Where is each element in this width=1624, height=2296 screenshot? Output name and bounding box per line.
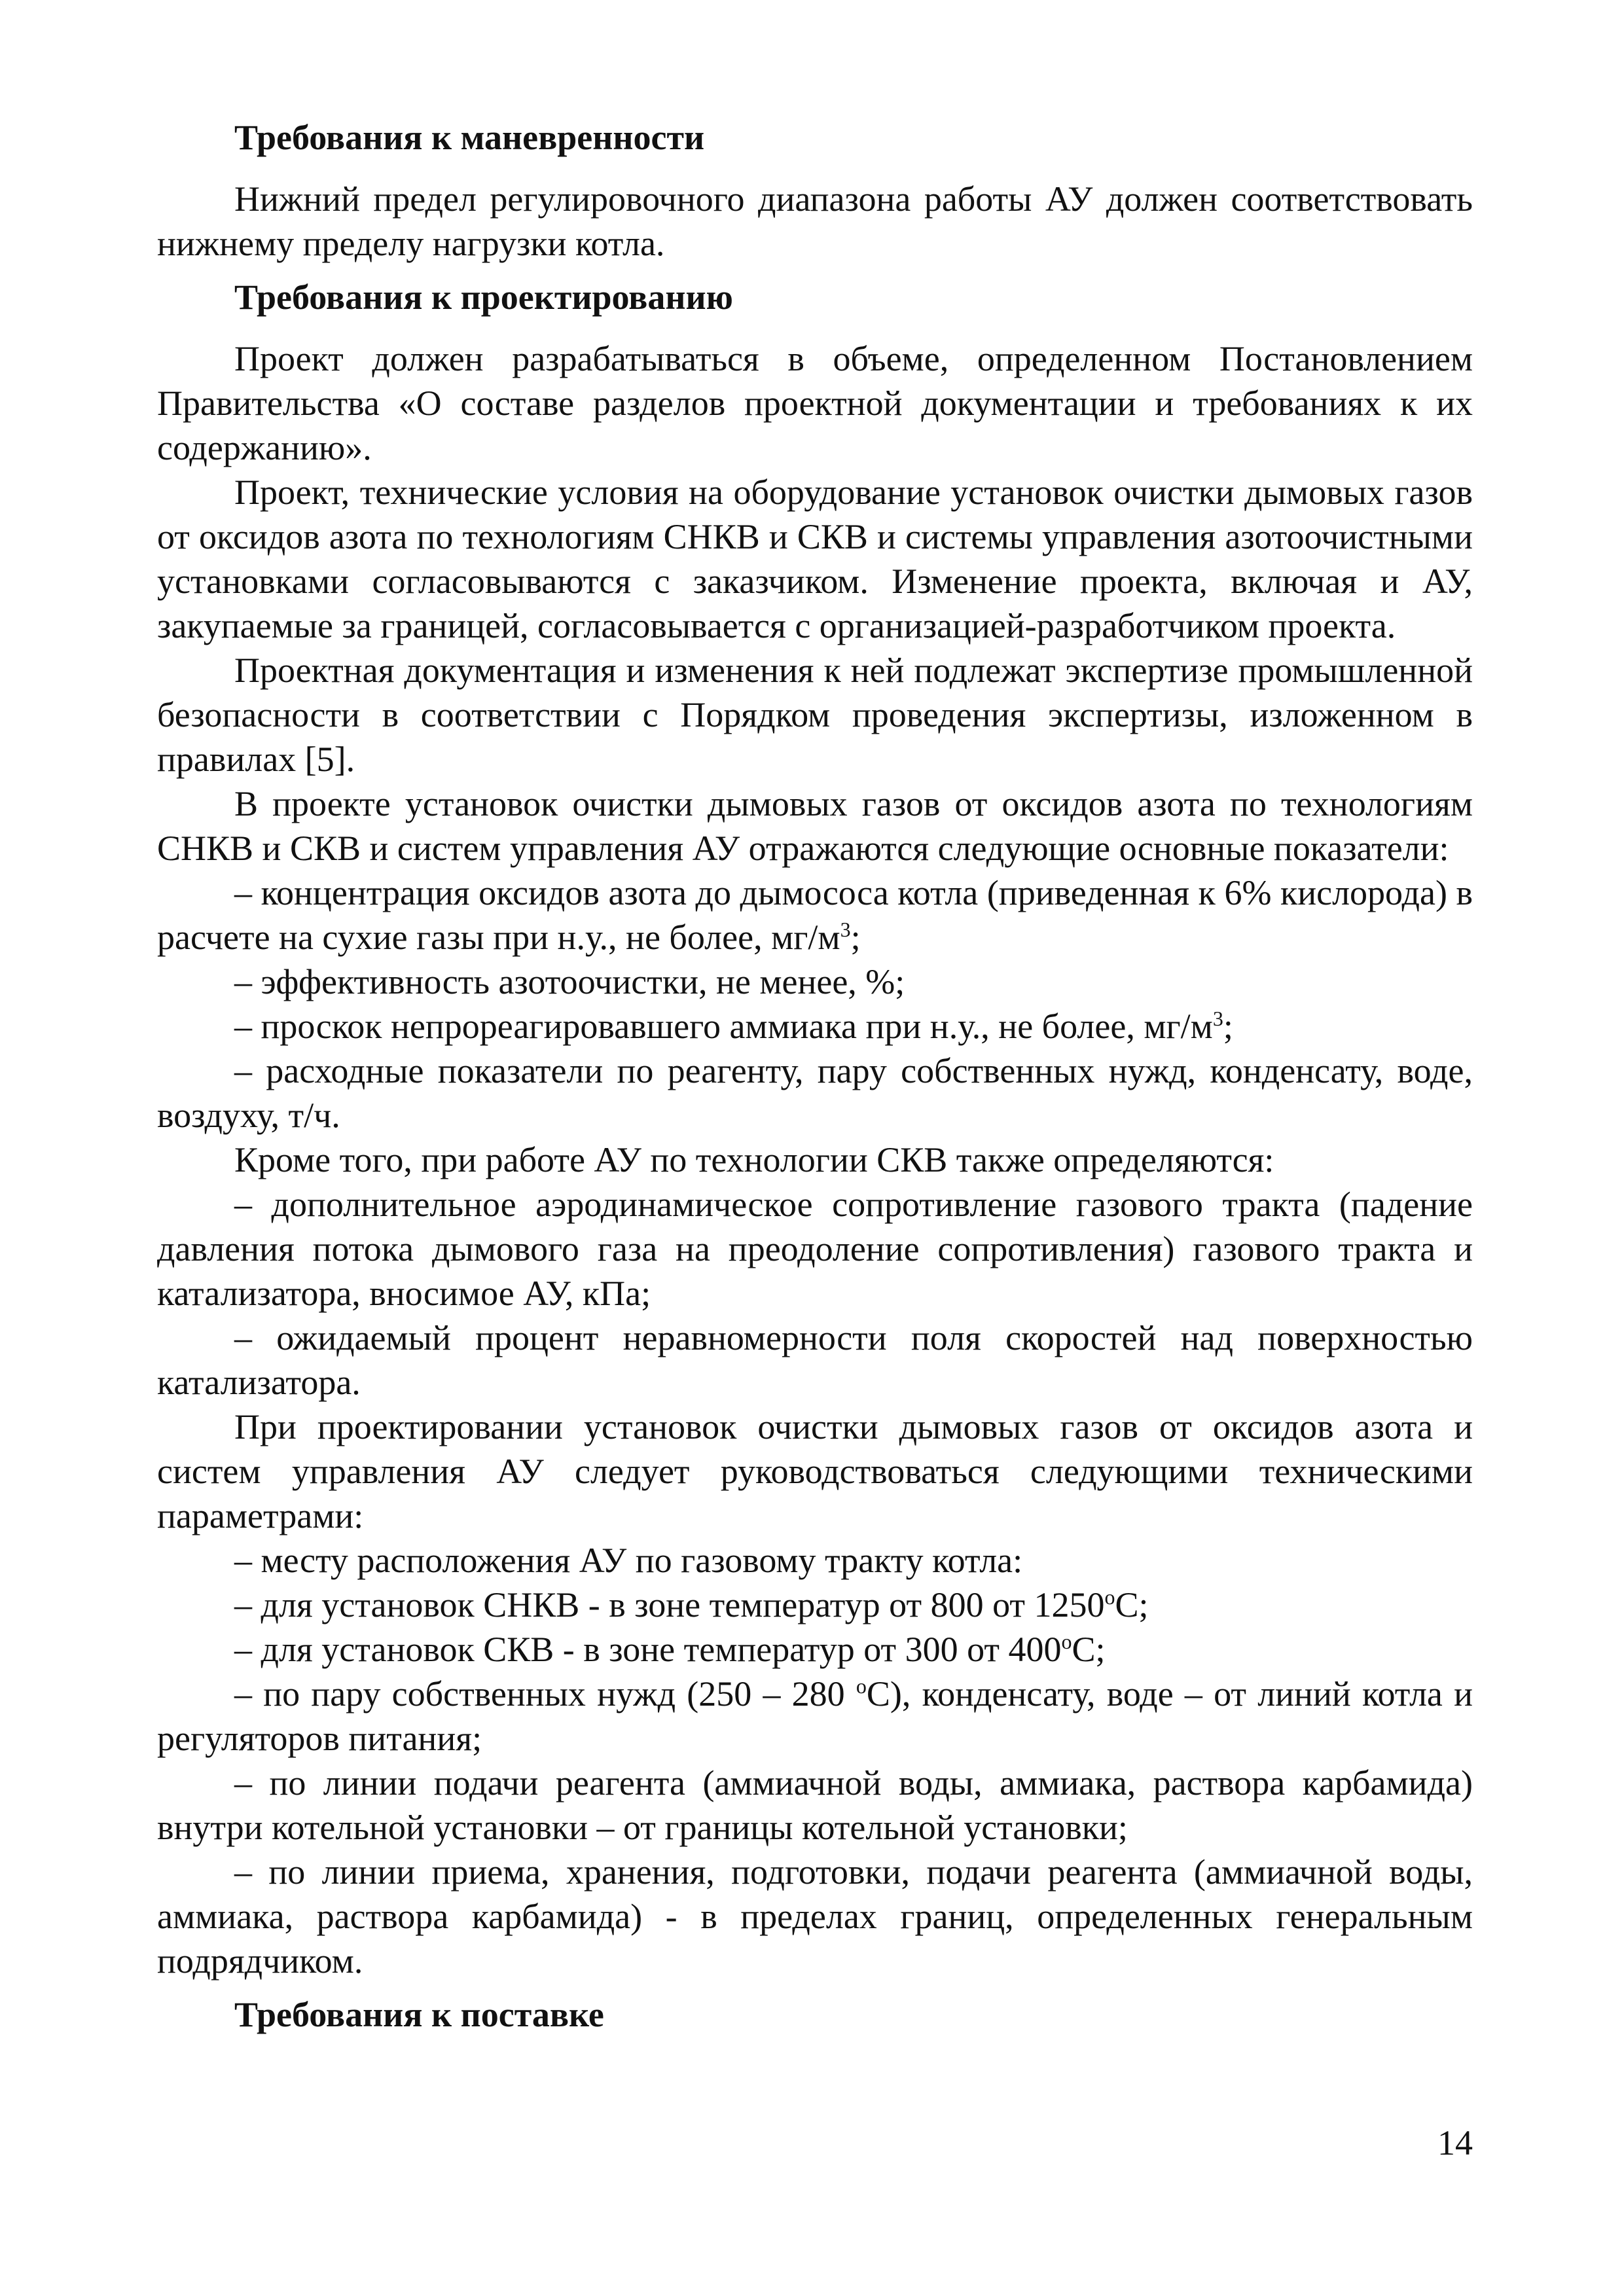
list-item-text: – проскок непрореагировавшего аммиака при н.у., не более, мг/м: [234, 1007, 1213, 1046]
degree-sign: о: [1061, 1630, 1072, 1653]
superscript: 3: [840, 918, 851, 941]
paragraph-design-1: Проект должен разрабатываться в объеме, определенном Постановлением Правительства «О составе разделов проектной документации и требованиях к их содержанию».: [157, 339, 1473, 467]
list-item: – по линии приема, хранения, подготовки, подачи реагента (аммиачной воды, аммиака, раствора карбамида) - в пределах границ, определенных генеральным подрядчиком.: [157, 1852, 1473, 1981]
heading-supply: Требования к поставке: [234, 1995, 604, 2034]
superscript: 3: [1212, 1007, 1223, 1030]
list-item: [157, 1583, 1473, 1627]
paragraph-design-2: Проект, технические условия на оборудование установок очистки дымовых газов от оксидов азота по технологиям СНКВ и СКВ и системы управления азотоочистными установками согласовываются с заказчиком. Изменение проекта, включая и АУ, закупаемые за границей, согласовывается с организацией-разработчиком проекта.: [157, 473, 1473, 645]
list-item-end: ;: [1223, 1007, 1233, 1046]
list-item: – месту расположения АУ по газовому тракту котла:: [234, 1541, 1023, 1580]
list-item-end: С;: [1115, 1585, 1149, 1624]
degree-sign: о: [856, 1674, 867, 1698]
list-item-end: ;: [850, 918, 861, 957]
document-page: [157, 115, 1473, 2054]
list-item-text: – для установок СНКВ - в зоне температур от 800 от 1250: [234, 1585, 1105, 1624]
paragraph-design-3: Проектная документация и изменения к ней подлежат экспертизе промышленной безопасности в соответствии с Порядком проведения экспертизы, изложенном в правилах [5].: [157, 651, 1473, 779]
list-item-text: – для установок СКВ - в зоне температур от 300 от 400: [234, 1630, 1062, 1669]
list-item-text: – концентрация оксидов азота до дымососа котла (приведенная к 6% кислорода) в расчете на сухие газы при н.у., не более, мг/м: [157, 873, 1473, 957]
heading-maneuverability: Требования к маневренности: [234, 118, 705, 157]
list-item-end: С;: [1072, 1630, 1106, 1669]
paragraph-design-6: При проектировании установок очистки дымовых газов от оксидов азота и систем управления АУ следует руководствоваться следующими техническими параметрами:: [157, 1407, 1473, 1535]
heading-design: Требования к проектированию: [234, 278, 733, 317]
list-item: – эффективность азотоочистки, не менее, %;: [234, 962, 905, 1001]
list-item: – по линии подачи реагента (аммиачной воды, аммиака, раствора карбамида) внутри котельной установки – от границы котельной установки;: [157, 1763, 1473, 1847]
list-item: [157, 1004, 1473, 1049]
list-item: – расходные показатели по реагенту, пару собственных нужд, конденсату, воде, воздуху, т/ч.: [157, 1051, 1473, 1135]
paragraph-design-4: В проекте установок очистки дымовых газов от оксидов азота по технологиям СНКВ и СКВ и систем управления АУ отражаются следующие основные показатели:: [157, 784, 1473, 868]
list-item: – дополнительное аэродинамическое сопротивление газового тракта (падение давления потока дымового газа на преодоление сопротивления) газового тракта и катализатора, вносимое АУ, кПа;: [157, 1185, 1473, 1313]
list-item: – ожидаемый процент неравномерности поля скоростей над поверхностью катализатора.: [157, 1318, 1473, 1402]
degree-sign: о: [1104, 1585, 1115, 1609]
list-item-end: С), конденсату, воде – от линий котла и регуляторов питания;: [157, 1674, 1473, 1758]
paragraph-maneuverability: Нижний предел регулировочного диапазона работы АУ должен соответствовать нижнему пределу нагрузки котла.: [157, 179, 1473, 263]
list-item: [157, 870, 1473, 960]
list-item-text: – по пару собственных нужд (250 – 280: [234, 1674, 856, 1713]
page-number: 14: [1437, 2123, 1473, 2162]
list-item: [157, 1627, 1473, 1672]
list-item: [157, 1672, 1473, 1761]
paragraph-design-5: Кроме того, при работе АУ по технологии СКВ также определяются:: [234, 1140, 1274, 1179]
